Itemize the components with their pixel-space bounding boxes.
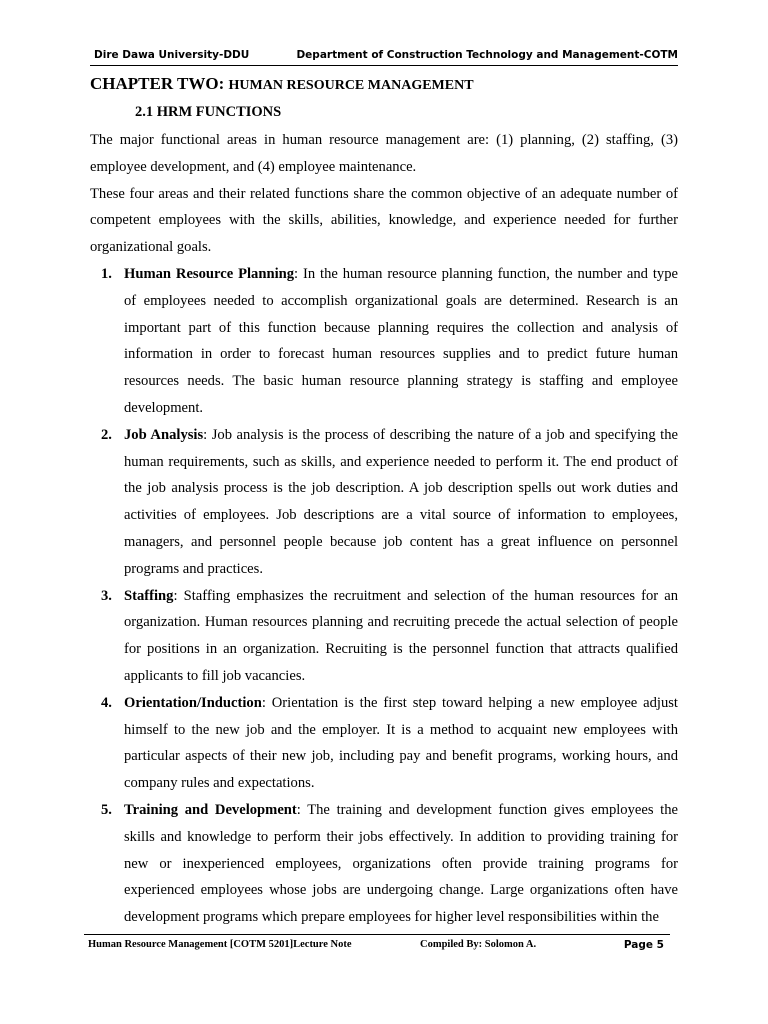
header-divider [90, 65, 678, 66]
page-footer [84, 939, 670, 957]
page-header [90, 46, 678, 66]
chapter-label: CHAPTER TWO: [90, 74, 225, 93]
list-term: Orientation/Induction [124, 694, 262, 711]
intro-paragraph: The major functional areas in human resource management are: (1) planning, (2) staffing, (3) employee development, and (4) employee maintenance. [90, 132, 678, 175]
list-term: Job Analysis [124, 426, 204, 443]
list-number: 5. [101, 801, 112, 818]
footer-course: Human Resource Management [COTM 5201]Lecture Note [88, 939, 352, 950]
list-text: : The training and development function gives employees the skills and knowledge to perform their jobs effectively. In addition to providing training for new or inexperienced employees, organizations often provide training programs for experienced employees whose jobs are undergoing change. Large organizations often have development programs which prepare employees for higher level responsibilities within the [124, 801, 679, 926]
footer-author: Compiled By: Solomon A. [420, 939, 537, 950]
document-body [90, 127, 678, 931]
section-heading: 2.1 HRM FUNCTIONS [135, 104, 282, 120]
objective-paragraph: These four areas and their related functions share the common objective of an adequate number of competent employees with the skills, abilities, knowledge, and experience needed for further organizational goals. [90, 185, 678, 256]
list-term: Human Resource Planning [124, 265, 295, 282]
hrm-functions-list [90, 261, 678, 931]
list-text: : In the human resource planning function, the number and type of employees needed to accomplish organizational goals are determined. Research is an important part of this function because planning requires the collection and analysis of information in order to forecast human resources supplies and to predict future human resources needs. The basic human resource planning strategy is staffing and employee development. [124, 265, 678, 416]
header-department: Department of Construction Technology and Management-COTM [296, 49, 678, 61]
chapter-title: HUMAN RESOURCE MANAGEMENT [228, 78, 474, 93]
list-item [90, 422, 678, 583]
list-item [90, 690, 678, 797]
list-text: : Job analysis is the process of describing the nature of a job and specifying the human requirements, such as skills, and experience needed to perform it. The end product of the job analysis process is the job description. A job description spells out work duties and activities of employees. Job descriptions are a vital source of information to employees, managers, and personnel people because job content has a great influence on personnel programs and practices. [124, 426, 678, 577]
page-number: Page 5 [623, 939, 664, 951]
header-university: Dire Dawa University-DDU [94, 49, 250, 61]
list-text: : Staffing emphasizes the recruitment and selection of the human resources for an organization. Human resources planning and recruiting precede the actual selection of people for positions in an organization. Recruiting is the personnel function that attracts qualified applicants to fill job vacancies. [124, 587, 678, 684]
list-number: 4. [101, 694, 112, 711]
list-number: 1. [101, 265, 112, 282]
list-item [90, 797, 678, 931]
list-number: 2. [101, 426, 112, 443]
list-number: 3. [101, 587, 112, 604]
list-item [90, 583, 678, 690]
list-term: Staffing [124, 587, 174, 604]
list-item [90, 261, 678, 422]
footer-divider [84, 934, 670, 935]
chapter-heading [90, 74, 474, 94]
list-text: : Orientation is the first step toward helping a new employee adjust himself to the new job and the employer. It is a method to acquaint new employees with particular aspects of their new job, including pay and benefit programs, working hours, and company rules and expectations. [124, 694, 678, 792]
list-term: Training and Development [124, 801, 297, 818]
